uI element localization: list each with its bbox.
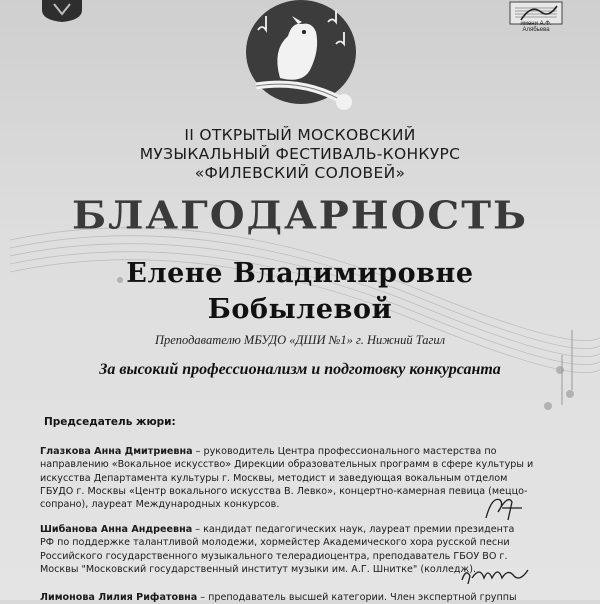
award-reason: За высокий профессионализм и подготовку конкурсанта	[99, 361, 501, 378]
jury-member-bio: РФ по поддержке талантливой молодежи, хормейстер Академического хора русской песни	[40, 537, 510, 549]
jury-member-bio: – преподаватель высшей категории. Член экспертной группы	[197, 592, 517, 603]
recipient-name	[0, 256, 600, 328]
jury-member	[40, 591, 517, 604]
jury-member-bio: Российского государственного музыкального телерадиоцентра, преподаватель ГБОУ ВО г.	[40, 550, 508, 562]
jury-member-bio: – руководитель Центра профессионального мастерства по	[192, 446, 497, 457]
school-logo	[507, 0, 565, 34]
jury-member	[40, 523, 515, 576]
jury-heading: Председатель жюри:	[44, 416, 176, 428]
jury-member-name: Глазкова Анна Дмитриевна	[40, 446, 193, 457]
jury-member	[40, 445, 534, 511]
jury-member-bio: ГБУДО г. Москвы «Центр вокального искусства В. Левко», концертно-камерная певица (меццо-	[40, 485, 528, 497]
jury-member-bio: Москвы "Московский государственный институт музыки им. А.Г. Шнитке" (колледж).	[40, 563, 476, 575]
festival-title-line: «ФИЛЕВСКИЙ СОЛОВЕЙ»	[194, 164, 406, 182]
recipient-position: Преподавателю МБУДО «ДШИ №1» г. Нижний Тагил	[154, 333, 446, 347]
jury-member-bio: – кандидат педагогических наук, лауреат премии президента	[192, 524, 515, 535]
recipient-last-name: Бобылевой	[207, 294, 393, 325]
signature-mark	[482, 490, 526, 524]
jury-member-bio: направлению «Вокальное искусство» Дирекции образовательных программ в сфере культуры и	[40, 459, 534, 471]
jury-member-bio: искусства Департамента культуры г. Москвы, методист и заведующая вокальным отделом	[40, 472, 508, 484]
coat-of-arms-icon	[40, 0, 84, 22]
jury-member-name: Шибанова Анна Андреевна	[40, 524, 193, 535]
jury-member-bio: сопрано), лауреат Международных конкурсов.	[40, 499, 280, 511]
festival-title-line: II ОТКРЫТЫЙ МОСКОВСКИЙ	[184, 126, 416, 144]
recipient-first-name: Елене Владимировне	[126, 258, 474, 289]
nightingale-emblem-icon	[236, 0, 366, 120]
signature-mark	[458, 558, 530, 588]
school-logo-text: имени А.Ф. Алябьева	[520, 21, 552, 33]
festival-title-line: МУЗЫКАЛЬНЫЙ ФЕСТИВАЛЬ-КОНКУРС	[139, 145, 461, 163]
certificate-heading: БЛАГОДАРНОСТЬ	[71, 193, 529, 238]
festival-title	[60, 126, 540, 183]
jury-member-name: Лимонова Лилия Рифатовна	[40, 592, 198, 603]
